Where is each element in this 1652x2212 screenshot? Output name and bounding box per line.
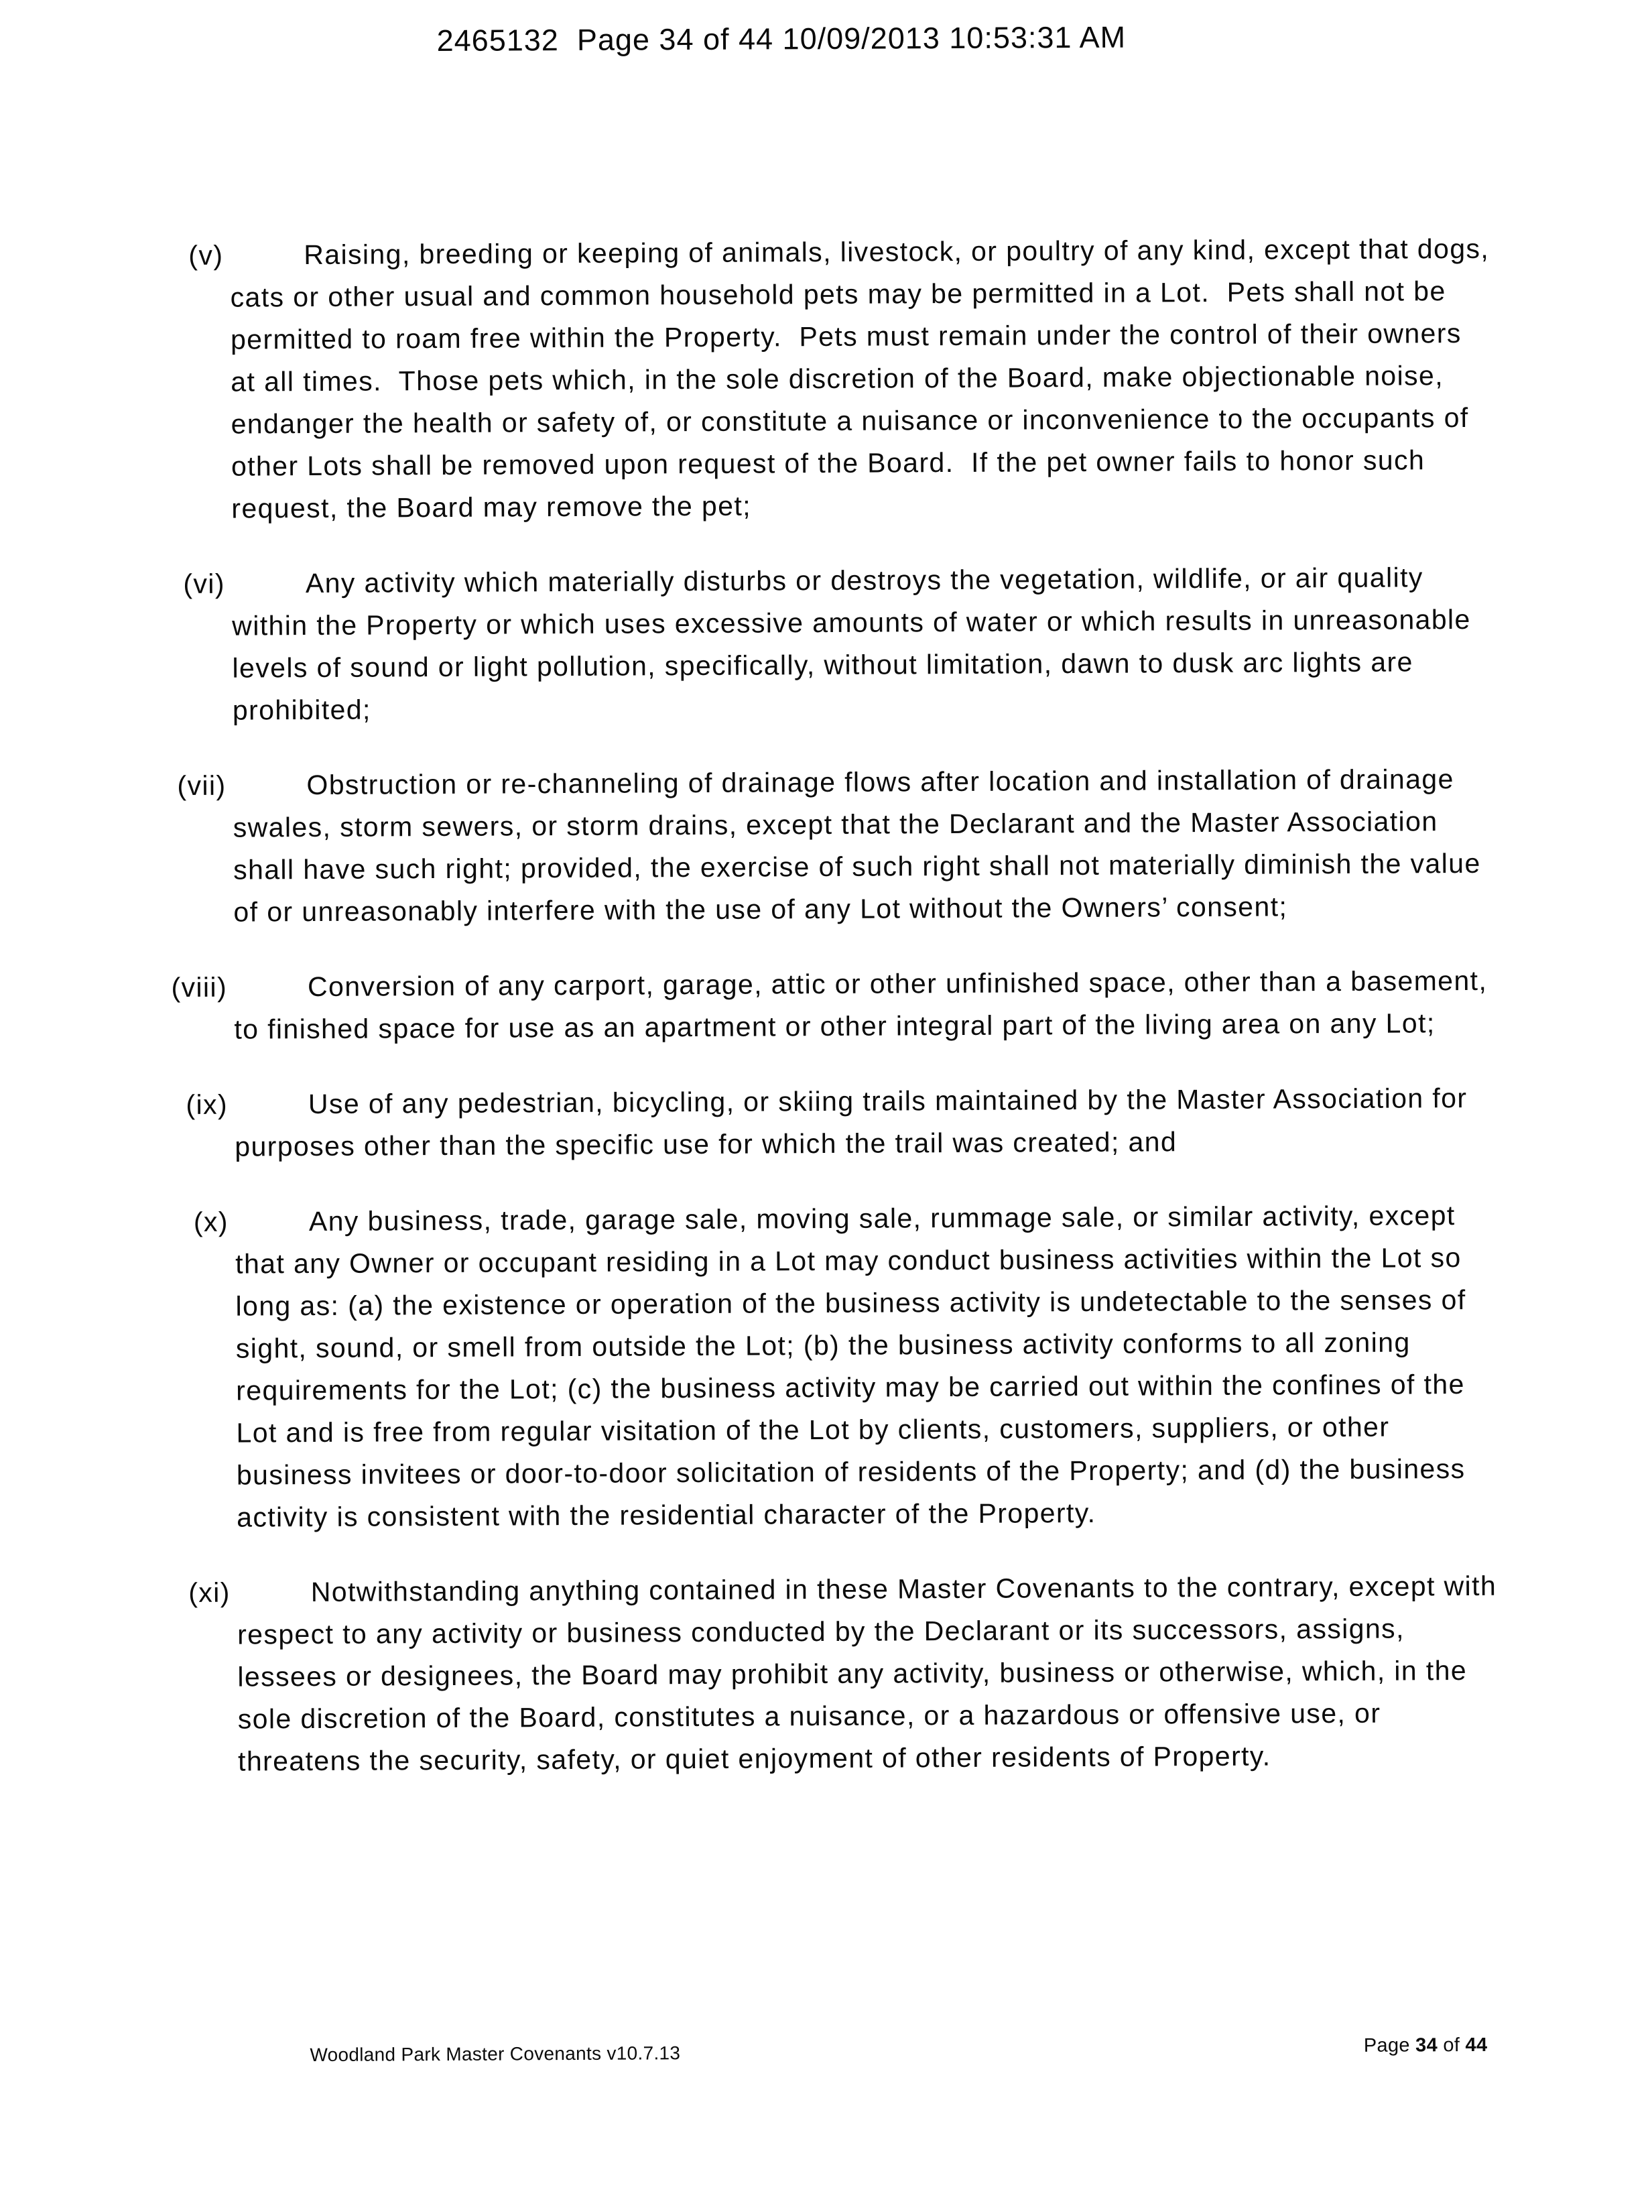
clause-xi — [188, 1565, 1506, 1783]
clause-vi — [183, 556, 1492, 732]
clause-xi-number: (xi) — [188, 1577, 231, 1608]
clause-viii-number: (viii) — [171, 971, 228, 1003]
clause-x-text: Any business, trade, garage sale, moving sale, rummage sale, or similar activity, except that any Owner or occupant residing in a Lot may conduct business activities within the Lot so long as: (a) the existence or operation of the business activity is undetectable to the senses of sight, sound, or smell from outside the Lot; (b) the business activity conforms to all zoning requirements for the Lot; (c) the business activity may be carried out within the confines of the Lot and is free from regular visitation of the Lot by clients, customers, suppliers, or other business invitees or door-to-door solicitation of residents of the Property; and (d) the business activity is consistent with the residential character of the Property. — [235, 1200, 1475, 1533]
clause-vii-number: (vii) — [177, 770, 227, 802]
clause-v-number: (v) — [188, 239, 224, 271]
clause-ix-number: (ix) — [186, 1089, 229, 1121]
footer-page-indicator — [1364, 2034, 1488, 2057]
footer-page-word: Page — [1363, 2034, 1416, 2056]
clause-v — [188, 228, 1499, 530]
clause-x-number: (x) — [193, 1206, 229, 1237]
clause-viii-text: Conversion of any carport, garage, attic or other unfinished space, other than a basement, to finished space for use as an apartment or other integral part of the living area on any Lot; — [234, 965, 1497, 1045]
clause-vi-text: Any activity which materially disturbs or destroys the vegetation, wildlife, or air quality within the Property or which uses excessive amounts of water or which results in unreasonable levels of sound or light pollution, specifically, without limitation, dawn to dusk arc lights are prohibited; — [232, 562, 1480, 726]
footer-page-number: 34 — [1415, 2034, 1438, 2056]
recording-stamp: 2465132 Page 34 of 44 10/09/2013 10:53:31 AM — [436, 19, 1127, 58]
clause-xi-text: Notwithstanding anything contained in these Master Covenants to the contrary, except with respect to any activity or business conducted by the Declarant or its successors, assigns, lessees or designees, the Board may prohibit any activity, business or otherwise, which, in the sole discretion of the Board, constitutes a nuisance, or a hazardous or offensive use, or threatens the security, safety, or quiet enjoyment of other residents of Property. — [237, 1570, 1506, 1777]
clause-ix-text: Use of any pedestrian, bicycling, or skiing trails maintained by the Master Association for purposes other than the specific use for which the trail was created; and — [235, 1082, 1476, 1162]
footer-of-word: of — [1437, 2034, 1466, 2056]
clause-x — [193, 1194, 1497, 1539]
footer-page-total: 44 — [1465, 2034, 1488, 2056]
clause-ix — [186, 1077, 1495, 1168]
clause-v-text: Raising, breeding or keeping of animals, livestock, or poultry of any kind, except that dogs, cats or other usual and common household pets may be permitted in a Lot. Pets shall not be permitted to roam free within the Property. Pets must remain under the control of their owners at all times. Those pets which, in the sole discretion of the Board, make objectionable noise, endanger the health or safety of, or constitute a nuisance or inconvenience to the occupants of other Lots shall be removed upon request of the Board. If the pet owner fails to honor such request, the Board may remove the pet; — [230, 233, 1499, 524]
covenant-clauses — [0, 228, 1506, 1817]
clause-vii — [177, 758, 1493, 934]
clause-vi-number: (vi) — [183, 568, 226, 600]
clause-vii-text: Obstruction or re-channeling of drainage flows after location and installation of drainage swales, storm sewers, or storm drains, except that the Declarant and the Master Association shall have such right; provided, the exercise of such right shall not materially diminish the value of or unreasonably interfere with the use of any Lot without the Owners’ consent; — [233, 763, 1490, 928]
footer-document-version: Woodland Park Master Covenants v10.7.13 — [310, 2042, 681, 2066]
clause-viii — [171, 960, 1497, 1051]
